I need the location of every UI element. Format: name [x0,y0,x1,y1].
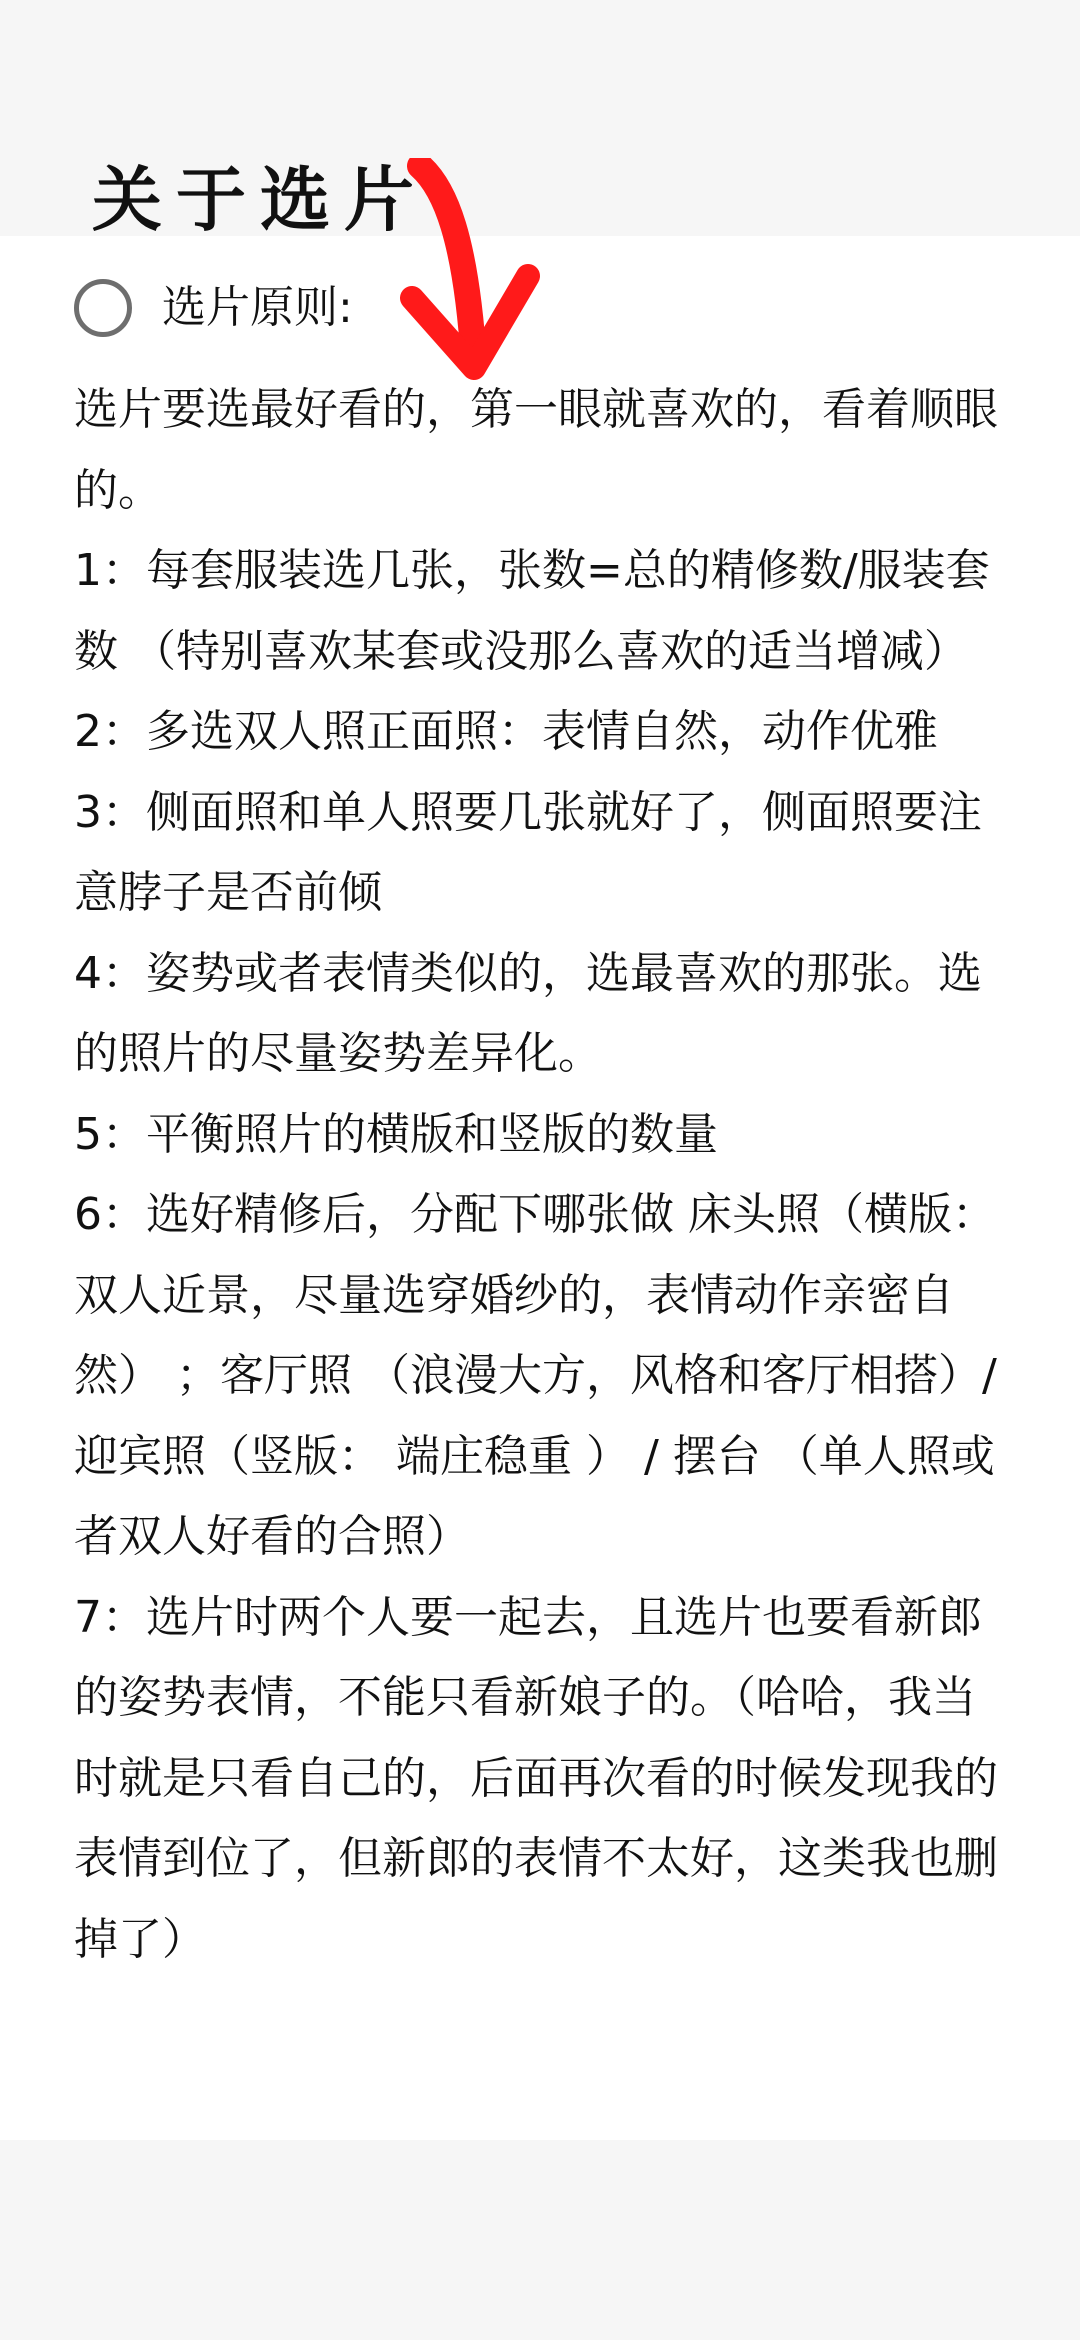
radio-circle-icon[interactable] [74,279,132,337]
paragraph-intro: 选片要选最好看的，第一眼就喜欢的，看着顺眼的。 [74,384,998,516]
red-arrow-icon [400,158,550,388]
paragraph-3: 3：侧面照和单人照要几张就好了，侧面照要注意脖子是否前倾 [74,786,982,918]
article-body [74,370,1004,1980]
section-heading [74,272,353,344]
paragraph-6: 6：选好精修后，分配下哪张做 床头照（横版：双人近景，尽量选穿婚纱的，表情动作亲密自然） ；客厅照 （浪漫大方，风格和客厅相搭）/ 迎宾照（竖版： 端庄稳重 ） / 摆台 （单人照或者双人好看的合照） [74,1189,997,1562]
page-title: 关于选片 [92,159,428,241]
paragraph-1: 1：每套服装选几张，张数=总的精修数/服装套数 （特别喜欢某套或没那么喜欢的适当增减） [74,545,990,677]
paragraph-7: 7：选片时两个人要一起去，且选片也要看新郎的姿势表情，不能只看新娘子的。（哈哈，我当时就是只看自己的，后面再次看的时候发现我的表情到位了，但新郎的表情不太好，这类我也删掉了） [74,1591,998,1965]
section-label: 选片原则: [162,282,353,333]
footer-band [0,2140,1080,2340]
paragraph-2: 2：多选双人照正面照：表情自然，动作优雅 [74,706,938,757]
paragraph-4: 4：姿势或者表情类似的，选最喜欢的那张。选的照片的尽量姿势差异化。 [74,947,982,1079]
paragraph-5: 5：平衡照片的横版和竖版的数量 [74,1108,718,1160]
